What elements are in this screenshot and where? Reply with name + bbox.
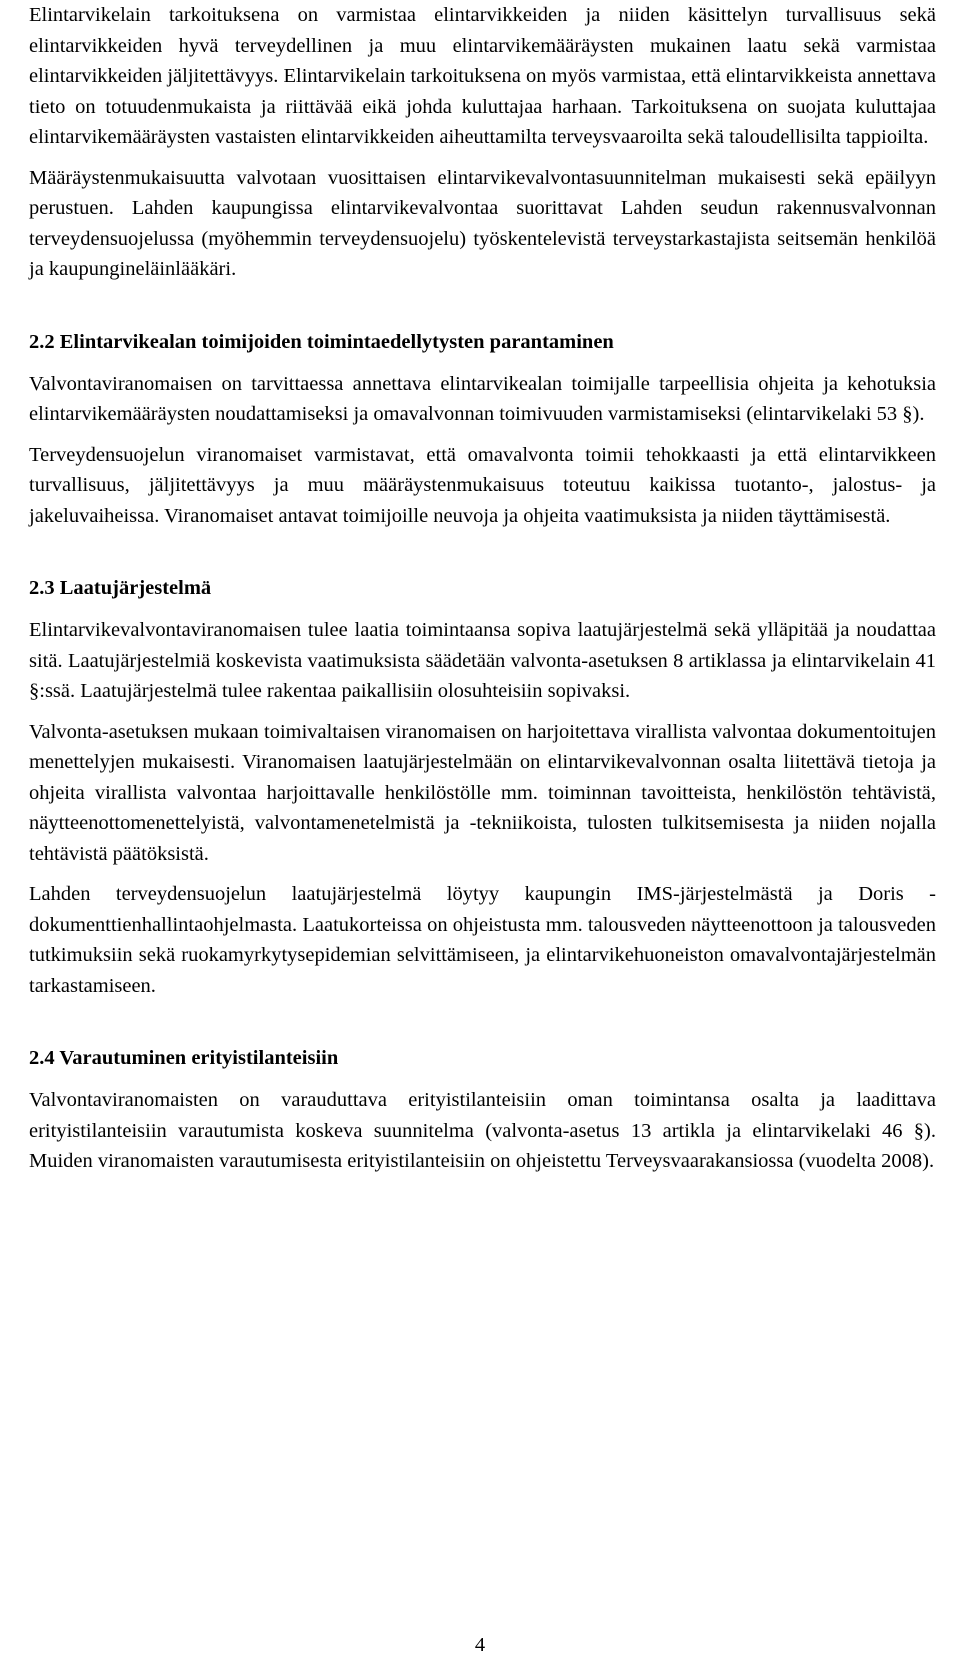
section-heading: 2.4 Varautuminen erityistilanteisiin	[29, 1047, 339, 1069]
section-heading: 2.3 Laatujärjestelmä	[29, 577, 212, 599]
section-heading: 2.2 Elintarvikealan toimijoiden toimintaedellytysten parantaminen	[29, 330, 614, 353]
body-paragraph: Terveydensuojelun viranomaiset varmistavat, että omavalvonta toimii tehokkaasti ja että elintarvikkeen turvallisuus, jäljitettävyys ja muu määräystenmukaisuus toteutuu kaikissa tuotanto-, jalostus- ja jakeluvaiheissa. Viranomaiset antavat toimijoille neuvoja ja ohjeita vaatimuksista ja niiden täyttämisestä.	[29, 443, 936, 527]
body-paragraph: Lahden terveydensuojelun laatujärjestelmä löytyy kaupungin IMS-järjestelmästä ja Doris -dokumenttienhallintaohjelmasta. Laatukorteissa on ohjeistusta mm. talousveden näytteenottoon ja talousveden tutkimuksiin sekä ruokamyrkytysepidemian selvittämiseen, ja elintarvikehuoneiston omavalvontajärjestelmän tarkastamiseen.	[29, 883, 936, 997]
body-paragraph: Valvontaviranomaisen on tarvittaessa annettava elintarvikealan toimijalle tarpeellisia ohjeita ja kehotuksia elintarvikemääräysten noudattamiseksi ja omavalvonnan toimivuuden varmistamiseksi (elintarvikelaki 53 §).	[29, 372, 936, 425]
body-paragraph: Määräystenmukaisuutta valvotaan vuosittaisen elintarvikevalvontasuunnitelman mukaisesti sekä epäilyyn perustuen. Lahden kaupungissa elintarvikevalvontaa suorittavat Lahden seudun rakennusvalvonnan terveydensuojelussa (myöhemmin terveydensuojelu) työskentelevistä terveystarkastajista seitsemän henkilöä ja kaupungineläinlääkäri.	[29, 166, 936, 280]
body-paragraph: Valvontaviranomaisten on varauduttava erityistilanteisiin oman toimintansa osalta ja laadittava erityistilanteisiin varautumista koskeva suunnitelma (valvonta-asetus 13 artikla ja elintarvikelaki 46 §). Muiden viranomaisten varautumisesta erityistilanteisiin on ohjeistettu Terveysvaarakansiossa (vuodelta 2008).	[29, 1089, 936, 1172]
page-content	[29, 0, 936, 1177]
body-paragraph: Elintarvikelain tarkoituksena on varmistaa elintarvikkeiden ja niiden käsittelyn turvallisuus sekä elintarvikkeiden hyvä terveydellinen ja muu elintarvikemääräysten mukainen laatu sekä varmistaa elintarvikkeiden jäljitettävyys. Elintarvikelain tarkoituksena on myös varmistaa, että elintarvikkeista annettava tieto on totuudenmukaista ja riittävää eikä johda kuluttajaa harhaan. Tarkoituksena on suojata kuluttajaa elintarvikemääräysten vastaisten elintarvikkeiden aiheuttamilta terveysvaaroilta sekä taloudellisilta tappioilta.	[29, 4, 936, 148]
body-paragraph: Elintarvikevalvontaviranomaisen tulee laatia toimintaansa sopiva laatujärjestelmä sekä ylläpitää ja noudattaa sitä. Laatujärjestelmiä koskevista vaatimuksista säädetään valvonta-asetuksen 8 artiklassa ja elintarvikelain 41 §:ssä. Laatujärjestelmä tulee rakentaa paikallisiin olosuhteisiin sopivaksi.	[29, 619, 936, 702]
page-number: 4	[474, 1634, 486, 1656]
body-paragraph: Valvonta-asetuksen mukaan toimivaltaisen viranomaisen on harjoitettava virallista valvontaa dokumentoitujen menettelyjen mukaisesti. Viranomaisen laatujärjestelmään on elintarvikevalvonnan osalta liitettävä tietoja ja ohjeita virallista valvontaa harjoittavalle henkilöstölle mm. toiminnan tavoitteista, henkilöstön tehtävistä, näytteenottomenettelyistä, valvontamenetelmistä ja -tekniikoista, tulosten tulkitsemisesta ja niiden nojalla tehtävistä päätöksistä.	[29, 720, 936, 865]
